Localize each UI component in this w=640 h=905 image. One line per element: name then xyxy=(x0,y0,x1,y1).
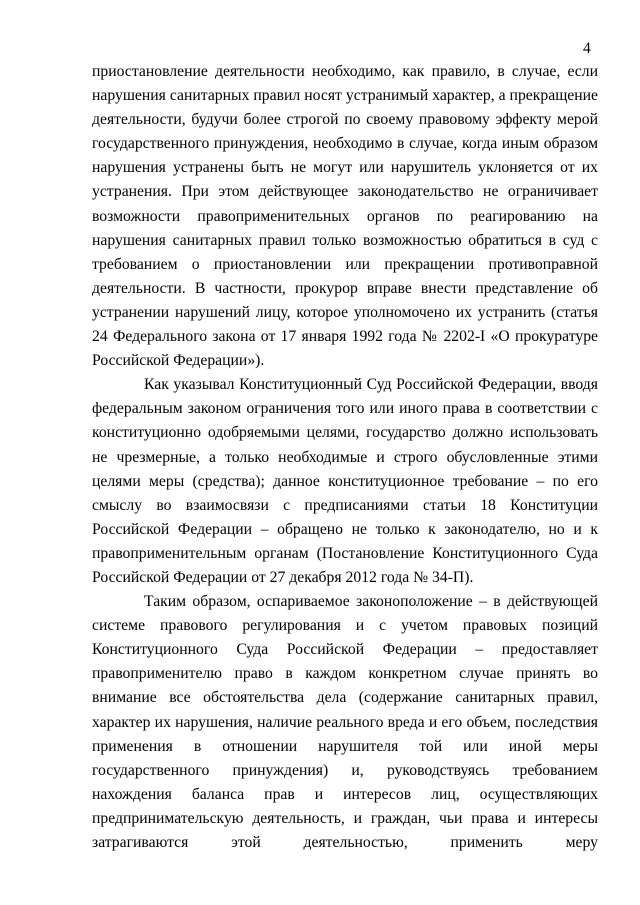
paragraph-2: Как указывал Конституционный Суд Российской Федерации, вводя федеральным законом ограничения того или иного права в соответствии с конституционно одобряемыми целями, государство должно использовать не чрезмерные, а только необходимые и строго обусловленные этими целями меры (средства); данное конституционное требование – по его смыслу во взаимосвязи с предписаниями статьи 18 Конституции Российской Федерации – обращено не только к законодателю, но и к правоприменительным органам (Постановление Конституционного Суда Российской Федерации от 27 декабря 2012 года № 34-П). xyxy=(92,376,598,586)
paragraph-1: приостановление деятельности необходимо, как правило, в случае, если нарушения санитарных правил носят устранимый характер, а прекращение деятельности, будучи более строгой по своему правовому эффекту мерой государственного принуждения, необходимо в случае, когда иным образом нарушения устранены быть не могут или нарушитель уклоняется от их устранения. При этом действующее законодательство не ограничивает возможности правоприменительных органов по реагированию на нарушения санитарных правил только возможностью обратиться в суд с требованием о приостановлении или прекращении противоправной деятельности. В частности, прокурор вправе внести представление об устранении нарушений лицу, которое уполномочено их устранить (статья 24 Федерального закона от 17 января 1992 года № 2202-I «О прокуратуре Российской Федерации»). xyxy=(92,63,598,370)
page-number: 4 xyxy=(583,40,591,57)
document-body xyxy=(92,60,598,855)
paragraph-3: Таким образом, оспариваемое законоположение – в действующей системе правового регулирования и с учетом правовых позиций Конституционного Суда Российской Федерации – предоставляет правоприменителю право в каждом конкретном случае принять во внимание все обстоятельства дела (содержание санитарных правил, характер их нарушения, наличие реального вреда и его объем, последствия применения в отношении нарушителя той или иной меры государственного принуждения) и, руководствуясь требованием нахождения баланса прав и интересов лиц, осуществляющих предпринимательскую деятельность, и граждан, чьи права и интересы затрагиваются этой деятельностью, применить меру xyxy=(92,593,598,851)
